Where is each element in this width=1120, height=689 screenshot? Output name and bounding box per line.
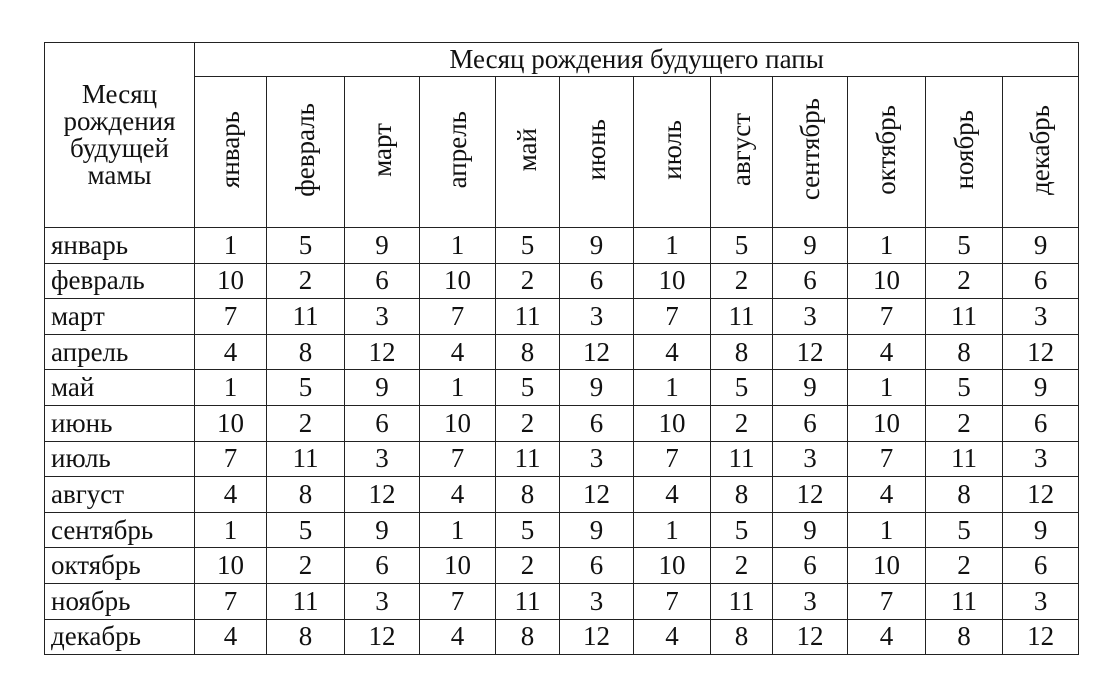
table-cell: 1 [848, 370, 926, 406]
table-cell: 8 [496, 477, 560, 513]
father-month-label: февраль [290, 102, 320, 197]
table-body [45, 228, 1079, 655]
table-cell: 8 [926, 477, 1003, 513]
father-month-label: май [512, 127, 542, 172]
table-cell: 12 [1003, 477, 1079, 513]
table-cell: 10 [848, 263, 926, 299]
conception-month-table [44, 42, 1079, 655]
table-cell: 8 [926, 619, 1003, 655]
table-cell: 3 [560, 583, 634, 619]
table-cell: 11 [711, 583, 773, 619]
table-cell: 12 [1003, 619, 1079, 655]
table-cell: 1 [848, 228, 926, 264]
table-cell: 6 [345, 405, 420, 441]
table-cell: 11 [711, 299, 773, 335]
table-cell: 6 [560, 548, 634, 584]
table-cell: 9 [773, 370, 848, 406]
table-cell: 2 [711, 263, 773, 299]
table-cell: 6 [560, 263, 634, 299]
father-month-column-header [496, 77, 560, 228]
table-cell: 3 [1003, 583, 1079, 619]
father-month-label: июль [656, 119, 687, 180]
table-cell: 10 [848, 405, 926, 441]
table-cell: 6 [1003, 263, 1079, 299]
table-row [45, 477, 1079, 513]
table-cell: 6 [345, 263, 420, 299]
table-cell: 10 [420, 548, 496, 584]
table-cell: 4 [195, 619, 267, 655]
table-cell: 3 [1003, 441, 1079, 477]
table-cell: 5 [267, 228, 345, 264]
mother-month-label: сентябрь [45, 512, 195, 548]
table-cell: 1 [634, 370, 711, 406]
table-cell: 4 [195, 477, 267, 513]
table-row [45, 228, 1079, 264]
father-month-column-header [420, 77, 496, 228]
table-cell: 7 [195, 299, 267, 335]
father-month-column-header [560, 77, 634, 228]
table-cell: 5 [267, 512, 345, 548]
mother-month-label: июль [45, 441, 195, 477]
table-cell: 1 [420, 512, 496, 548]
table-cell: 5 [711, 370, 773, 406]
father-month-column-header [848, 77, 926, 228]
table-cell: 8 [496, 619, 560, 655]
table-cell: 2 [711, 405, 773, 441]
table-cell: 6 [1003, 405, 1079, 441]
table-cell: 12 [1003, 334, 1079, 370]
table-row [45, 299, 1079, 335]
table-cell: 12 [560, 334, 634, 370]
table-cell: 10 [634, 548, 711, 584]
table-cell: 11 [926, 299, 1003, 335]
table-cell: 6 [773, 405, 848, 441]
table-row [45, 512, 1079, 548]
table-cell: 5 [711, 512, 773, 548]
table-cell: 7 [195, 583, 267, 619]
table-cell: 9 [560, 512, 634, 548]
table-cell: 1 [195, 512, 267, 548]
table-cell: 10 [848, 548, 926, 584]
father-month-label: январь [215, 110, 245, 189]
table-cell: 3 [773, 299, 848, 335]
table-cell: 2 [496, 263, 560, 299]
father-month-column-header [195, 77, 267, 228]
table-cell: 6 [773, 548, 848, 584]
father-month-label: декабрь [1025, 104, 1056, 195]
table-cell: 12 [560, 477, 634, 513]
father-month-column-header [926, 77, 1003, 228]
table-row [45, 441, 1079, 477]
table-cell: 11 [496, 583, 560, 619]
table-cell: 10 [195, 263, 267, 299]
father-month-column-header [267, 77, 345, 228]
mother-month-label: ноябрь [45, 583, 195, 619]
table-cell: 7 [848, 583, 926, 619]
table-cell: 9 [773, 228, 848, 264]
table-cell: 9 [1003, 228, 1079, 264]
table-cell: 2 [267, 263, 345, 299]
table-cell: 4 [848, 619, 926, 655]
table-cell: 7 [634, 583, 711, 619]
table-cell: 7 [634, 441, 711, 477]
table-cell: 12 [773, 477, 848, 513]
table-cell: 7 [195, 441, 267, 477]
table-cell: 1 [848, 512, 926, 548]
table-cell: 12 [345, 334, 420, 370]
table-cell: 8 [267, 619, 345, 655]
mother-month-label: март [45, 299, 195, 335]
table-cell: 1 [634, 512, 711, 548]
table-cell: 10 [195, 405, 267, 441]
table-cell: 9 [345, 370, 420, 406]
table-cell: 10 [634, 263, 711, 299]
table-row [45, 334, 1079, 370]
table-cell: 2 [496, 548, 560, 584]
table-row [45, 263, 1079, 299]
table-cell: 5 [926, 370, 1003, 406]
table-cell: 3 [1003, 299, 1079, 335]
father-month-column-header [711, 77, 773, 228]
father-month-header: Месяц рождения будущего папы [195, 43, 1079, 77]
mother-month-label: апрель [45, 334, 195, 370]
table-cell: 10 [195, 548, 267, 584]
table-cell: 7 [634, 299, 711, 335]
table-cell: 9 [560, 228, 634, 264]
table-cell: 7 [420, 441, 496, 477]
table-cell: 12 [773, 619, 848, 655]
table-cell: 3 [345, 441, 420, 477]
table-cell: 8 [926, 334, 1003, 370]
table-cell: 2 [926, 263, 1003, 299]
table-cell: 8 [267, 477, 345, 513]
father-month-label: август [726, 112, 756, 187]
table-cell: 8 [711, 334, 773, 370]
table-cell: 2 [711, 548, 773, 584]
table-cell: 9 [560, 370, 634, 406]
table-cell: 11 [267, 299, 345, 335]
table-cell: 4 [420, 477, 496, 513]
table-cell: 2 [926, 548, 1003, 584]
table-cell: 1 [420, 370, 496, 406]
table-cell: 7 [848, 299, 926, 335]
table-cell: 6 [773, 263, 848, 299]
mother-month-label: октябрь [45, 548, 195, 584]
table-cell: 11 [711, 441, 773, 477]
table-cell: 3 [773, 441, 848, 477]
table-row [45, 619, 1079, 655]
father-month-label: сентябрь [794, 98, 825, 201]
table-row [45, 548, 1079, 584]
table-cell: 3 [345, 299, 420, 335]
mother-month-label: август [45, 477, 195, 513]
table-cell: 3 [560, 441, 634, 477]
father-month-label: март [366, 122, 397, 177]
table-cell: 12 [345, 477, 420, 513]
table-cell: 5 [496, 228, 560, 264]
table-cell: 11 [267, 441, 345, 477]
table-cell: 4 [420, 619, 496, 655]
table-cell: 11 [926, 583, 1003, 619]
mother-month-label: февраль [45, 263, 195, 299]
mother-month-label: июнь [45, 405, 195, 441]
table-cell: 10 [420, 405, 496, 441]
table-cell: 2 [926, 405, 1003, 441]
table-cell: 10 [634, 405, 711, 441]
table-cell: 6 [345, 548, 420, 584]
table-cell: 4 [634, 619, 711, 655]
father-month-column-header [1003, 77, 1079, 228]
table-cell: 5 [926, 228, 1003, 264]
mother-month-header: Месяц рождения будущей мамы [45, 43, 195, 228]
father-month-column-header [345, 77, 420, 228]
table-cell: 5 [926, 512, 1003, 548]
father-month-label: апрель [442, 110, 472, 189]
table-cell: 9 [773, 512, 848, 548]
father-months-row [45, 77, 1079, 228]
table-cell: 5 [267, 370, 345, 406]
table-cell: 4 [634, 334, 711, 370]
table-cell: 4 [195, 334, 267, 370]
table-cell: 11 [926, 441, 1003, 477]
mother-month-label: январь [45, 228, 195, 264]
table-cell: 4 [848, 334, 926, 370]
table-cell: 12 [345, 619, 420, 655]
table-cell: 2 [267, 405, 345, 441]
table-cell: 9 [345, 228, 420, 264]
table-cell: 5 [496, 370, 560, 406]
mother-month-label: декабрь [45, 619, 195, 655]
table-cell: 12 [773, 334, 848, 370]
table-cell: 4 [420, 334, 496, 370]
table-cell: 1 [195, 370, 267, 406]
table-cell: 7 [848, 441, 926, 477]
table-cell: 8 [267, 334, 345, 370]
table-cell: 5 [711, 228, 773, 264]
table-cell: 6 [560, 405, 634, 441]
table-cell: 7 [420, 299, 496, 335]
table-cell: 3 [773, 583, 848, 619]
table-cell: 4 [634, 477, 711, 513]
table-cell: 9 [1003, 512, 1079, 548]
father-month-label: ноябрь [948, 109, 979, 190]
table-cell: 2 [496, 405, 560, 441]
table-cell: 4 [848, 477, 926, 513]
table-cell: 3 [560, 299, 634, 335]
table-cell: 12 [560, 619, 634, 655]
table-row [45, 405, 1079, 441]
table-cell: 9 [345, 512, 420, 548]
father-month-label: июнь [581, 118, 611, 181]
table-cell: 8 [711, 619, 773, 655]
father-month-column-header [634, 77, 711, 228]
table-cell: 8 [711, 477, 773, 513]
table-cell: 7 [420, 583, 496, 619]
table-cell: 11 [267, 583, 345, 619]
table-cell: 1 [634, 228, 711, 264]
mother-month-label: май [45, 370, 195, 406]
table-row [45, 370, 1079, 406]
table-cell: 10 [420, 263, 496, 299]
table-cell: 3 [345, 583, 420, 619]
table-cell: 6 [1003, 548, 1079, 584]
table-cell: 11 [496, 441, 560, 477]
table-cell: 2 [267, 548, 345, 584]
table-cell: 8 [496, 334, 560, 370]
father-month-column-header [773, 77, 848, 228]
table-cell: 1 [195, 228, 267, 264]
table-cell: 9 [1003, 370, 1079, 406]
table-cell: 1 [420, 228, 496, 264]
table-row [45, 583, 1079, 619]
table-cell: 11 [496, 299, 560, 335]
table-cell: 5 [496, 512, 560, 548]
father-month-label: октябрь [871, 104, 901, 195]
